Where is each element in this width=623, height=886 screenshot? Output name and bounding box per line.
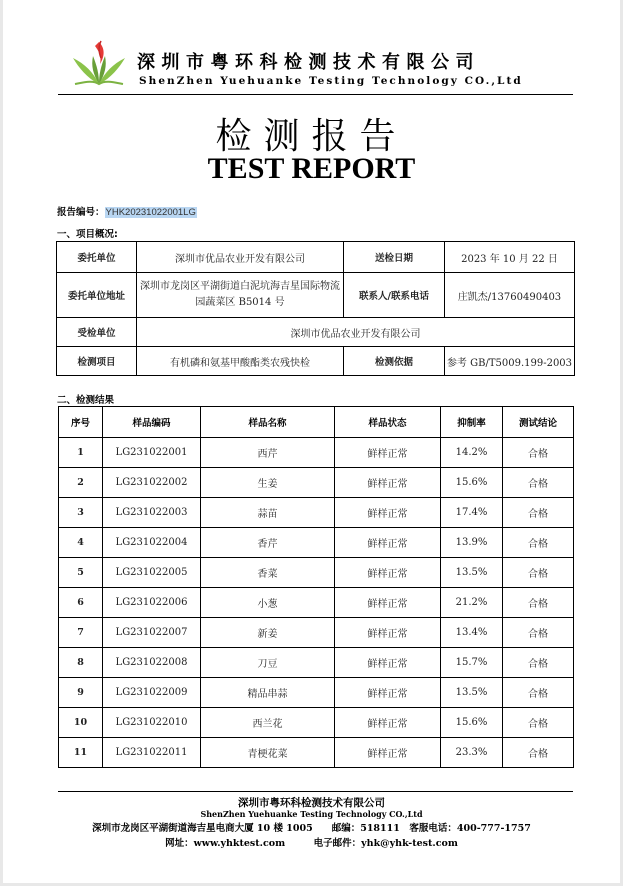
conclusion-cell: 合格 <box>503 528 574 558</box>
header-divider <box>58 94 573 95</box>
inhibition-rate-cell: 13.9% <box>441 528 503 558</box>
sample-name-cell: 香菜 <box>201 558 335 588</box>
sample-state-cell: 鲜样正常 <box>335 738 441 768</box>
sample-code-cell: LG231022004 <box>103 528 201 558</box>
test-item-value: 有机磷和氨基甲酸酯类农残快检 <box>137 347 344 376</box>
report-title-en: TEST REPORT <box>207 152 416 185</box>
conclusion-cell: 合格 <box>503 498 574 528</box>
table-row <box>59 468 574 498</box>
row-no-cell: 9 <box>59 678 103 708</box>
footer-divider <box>58 791 573 792</box>
conclusion-cell: 合格 <box>503 618 574 648</box>
row-no-cell: 3 <box>59 498 103 528</box>
sample-name-cell: 精品串蒜 <box>201 678 335 708</box>
sample-state-cell: 鲜样正常 <box>335 618 441 648</box>
sample-state-cell: 鲜样正常 <box>335 468 441 498</box>
footer-company-cn: 深圳市粤环科检测技术有限公司 <box>238 797 385 809</box>
sample-name-cell: 西芹 <box>201 438 335 468</box>
sample-name-cell: 蒜苗 <box>201 498 335 528</box>
inhibition-rate-cell: 15.7% <box>441 648 503 678</box>
table-row <box>59 588 574 618</box>
conclusion-cell: 合格 <box>503 588 574 618</box>
sample-code-cell: LG231022003 <box>103 498 201 528</box>
inhibition-rate-cell: 17.4% <box>441 498 503 528</box>
sample-state-cell: 鲜样正常 <box>335 648 441 678</box>
sample-name-cell: 生姜 <box>201 468 335 498</box>
inspected-unit-label: 受检单位 <box>57 318 137 347</box>
report-header <box>3 38 620 98</box>
sample-state-cell: 鲜样正常 <box>335 528 441 558</box>
leaf-logo-icon <box>65 38 133 88</box>
inhibition-rate-cell: 21.2% <box>441 588 503 618</box>
sample-name-cell: 香芹 <box>201 528 335 558</box>
sample-state-cell: 鲜样正常 <box>335 438 441 468</box>
sample-name-cell: 西兰花 <box>201 708 335 738</box>
table-row <box>59 528 574 558</box>
conclusion-cell: 合格 <box>503 438 574 468</box>
contact-value: 庄凯杰/13760490403 <box>445 273 575 318</box>
sample-code-cell: LG231022009 <box>103 678 201 708</box>
results-body <box>59 438 574 768</box>
col-header-inhibition-rate: 抑制率 <box>441 407 503 438</box>
inhibition-rate-cell: 13.5% <box>441 678 503 708</box>
sample-code-cell: LG231022002 <box>103 468 201 498</box>
sample-code-cell: LG231022001 <box>103 438 201 468</box>
table-row <box>59 738 574 768</box>
inhibition-rate-cell: 14.2% <box>441 438 503 468</box>
company-name-en: ShenZhen Yuehuanke Testing Technology CO.,Ltd <box>139 75 523 87</box>
col-header-no: 序号 <box>59 407 103 438</box>
table-row <box>59 618 574 648</box>
col-header-sample-code: 样品编码 <box>103 407 201 438</box>
address-label: 委托单位地址 <box>57 273 137 318</box>
sample-state-cell: 鲜样正常 <box>335 558 441 588</box>
sample-code-cell: LG231022007 <box>103 618 201 648</box>
client-label: 委托单位 <box>57 242 137 273</box>
sample-code-cell: LG231022006 <box>103 588 201 618</box>
conclusion-cell: 合格 <box>503 738 574 768</box>
report-page <box>3 0 620 883</box>
inhibition-rate-cell: 13.5% <box>441 558 503 588</box>
sample-state-cell: 鲜样正常 <box>335 588 441 618</box>
sample-name-cell: 小葱 <box>201 588 335 618</box>
report-title-cn: 检测报告 <box>215 116 408 157</box>
test-results-table <box>58 406 574 768</box>
report-number-label: 报告编号： <box>57 207 105 218</box>
date-value: 2023 年 10 月 22 日 <box>445 242 575 273</box>
section-project-overview-title: 一、项目概况: <box>57 229 118 240</box>
row-no-cell: 11 <box>59 738 103 768</box>
sample-code-cell: LG231022008 <box>103 648 201 678</box>
report-number <box>57 204 197 218</box>
row-no-cell: 2 <box>59 468 103 498</box>
project-overview-table <box>56 241 575 376</box>
client-value: 深圳市优品农业开发有限公司 <box>137 242 344 273</box>
conclusion-cell: 合格 <box>503 468 574 498</box>
row-no-cell: 4 <box>59 528 103 558</box>
table-row <box>59 678 574 708</box>
report-number-value[interactable]: YHK20231022001LG <box>105 207 196 218</box>
col-header-sample-name: 样品名称 <box>201 407 335 438</box>
company-name-cn: 深圳市粤环科检测技术有限公司 <box>137 52 480 73</box>
inspected-unit-value: 深圳市优品农业开发有限公司 <box>137 318 575 347</box>
results-header-row <box>59 407 574 438</box>
inhibition-rate-cell: 13.4% <box>441 618 503 648</box>
inhibition-rate-cell: 15.6% <box>441 708 503 738</box>
footer-contact: 网址：www.yhktest.com 电子邮件：yhk@yhk-test.com <box>165 838 458 849</box>
row-no-cell: 7 <box>59 618 103 648</box>
sample-name-cell: 新姜 <box>201 618 335 648</box>
sample-code-cell: LG231022011 <box>103 738 201 768</box>
conclusion-cell: 合格 <box>503 708 574 738</box>
row-no-cell: 8 <box>59 648 103 678</box>
sample-state-cell: 鲜样正常 <box>335 708 441 738</box>
table-row <box>59 498 574 528</box>
footer-company-en: ShenZhen Yuehuanke Testing Technology CO.,Ltd <box>200 809 423 819</box>
test-basis-value: 参考 GB/T5009.199-2003 <box>445 347 575 376</box>
sample-state-cell: 鲜样正常 <box>335 498 441 528</box>
footer-address: 深圳市龙岗区平湖街道海吉星电商大厦 10 楼 1005 邮编：518111 客服电话：400-777-1757 <box>92 823 531 834</box>
conclusion-cell: 合格 <box>503 648 574 678</box>
address-value: 深圳市龙岗区平湖街道白泥坑海吉星国际物流园蔬菜区 B5014 号 <box>137 273 344 318</box>
row-no-cell: 5 <box>59 558 103 588</box>
inhibition-rate-cell: 23.3% <box>441 738 503 768</box>
col-header-conclusion: 测试结论 <box>503 407 574 438</box>
test-basis-label: 检测依据 <box>344 347 445 376</box>
row-no-cell: 1 <box>59 438 103 468</box>
row-no-cell: 10 <box>59 708 103 738</box>
conclusion-cell: 合格 <box>503 558 574 588</box>
sample-code-cell: LG231022005 <box>103 558 201 588</box>
sample-code-cell: LG231022010 <box>103 708 201 738</box>
sample-name-cell: 刀豆 <box>201 648 335 678</box>
section-test-results-title: 二、检测结果 <box>57 395 115 406</box>
sample-name-cell: 青梗花菜 <box>201 738 335 768</box>
table-row <box>59 648 574 678</box>
contact-label: 联系人/联系电话 <box>344 273 445 318</box>
conclusion-cell: 合格 <box>503 678 574 708</box>
row-no-cell: 6 <box>59 588 103 618</box>
date-label: 送检日期 <box>344 242 445 273</box>
table-row <box>59 438 574 468</box>
sample-state-cell: 鲜样正常 <box>335 678 441 708</box>
test-item-label: 检测项目 <box>57 347 137 376</box>
table-row <box>59 708 574 738</box>
table-row <box>59 558 574 588</box>
inhibition-rate-cell: 15.6% <box>441 468 503 498</box>
col-header-sample-state: 样品状态 <box>335 407 441 438</box>
